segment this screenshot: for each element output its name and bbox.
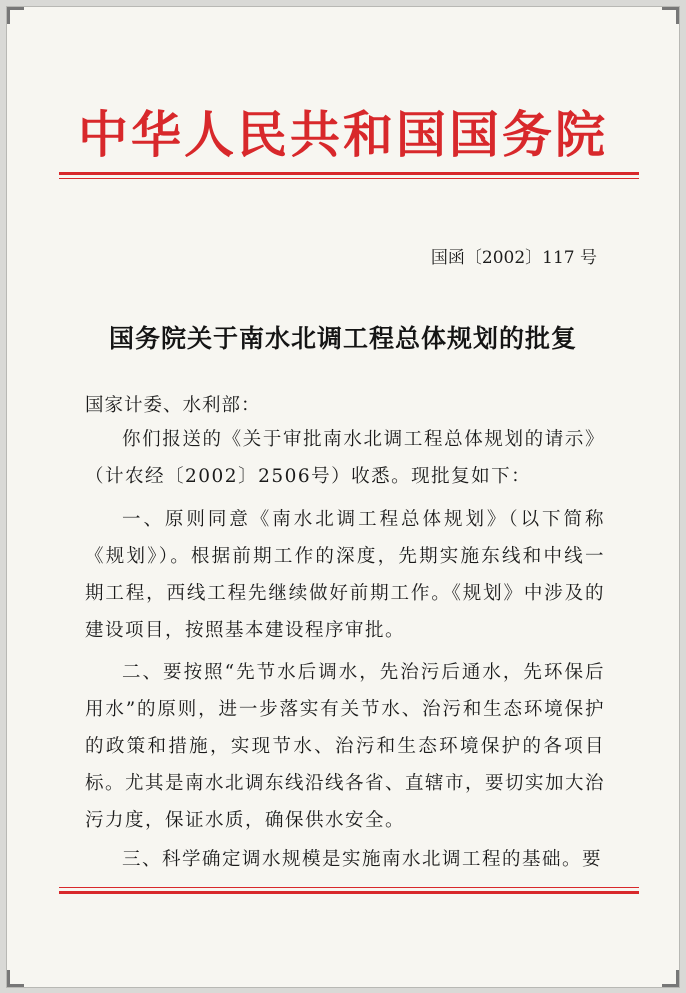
body-paragraph: 一、原则同意《南水北调工程总体规划》（以下简称《规划》）。根据前期工作的深度，先期实施东线和中线一期工程，西线工程先继续做好前期工作。《规划》中涉及的建设项目，按照基本建设程序审批。 <box>85 509 605 641</box>
body-paragraph: 二、要按照“先节水后调水，先治污后通水，先环保后用水”的原则，进一步落实有关节水、治污和生态环境保护的政策和措施，实现节水、治污和生态环境保护的各项目标。尤其是南水北调东线沿线各省、直辖市，要切实加大治污力度，保证水质，确保供水安全。 <box>85 662 606 831</box>
document-number: 国函〔2002〕117 号 <box>430 248 597 268</box>
scan-corner-mark <box>662 7 679 24</box>
body-paragraph: 三、科学确定调水规模是实施南水北调工程的基础。要 <box>122 849 603 870</box>
scan-corner-mark <box>662 970 679 987</box>
scan-corner-mark <box>7 970 24 987</box>
document-title: 国务院关于南水北调工程总体规划的批复 <box>108 324 577 353</box>
body-paragraph: 你们报送的《关于审批南水北调工程总体规划的请示》（计农经〔2002〕2506号）收悉。现批复如下： <box>85 429 605 487</box>
footer-red-rule <box>59 887 639 894</box>
addressee: 国家计委、水利部： <box>85 395 261 416</box>
scan-corner-mark <box>7 7 24 24</box>
red-header-title: 中华人民共和国国务院 <box>78 106 608 164</box>
document-page <box>6 6 680 988</box>
header-red-rule <box>59 172 639 179</box>
